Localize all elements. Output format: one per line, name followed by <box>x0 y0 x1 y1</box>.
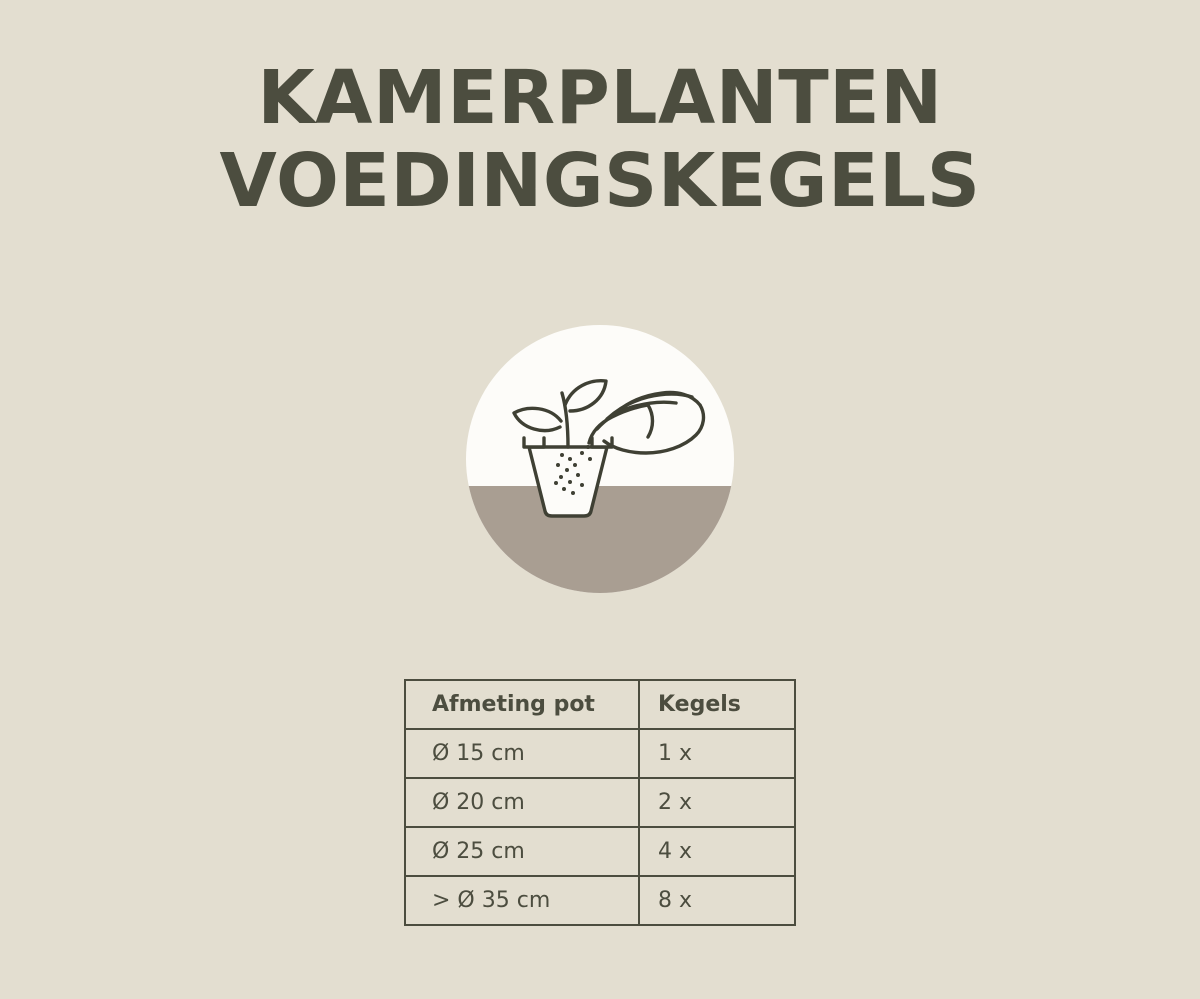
cell-cone-count: 8 x <box>639 876 795 925</box>
cell-cone-count: 4 x <box>639 827 795 876</box>
cell-cone-count: 2 x <box>639 778 795 827</box>
plant-hand-cone-icon <box>466 325 734 593</box>
column-header-pot-size: Afmeting pot <box>405 680 639 729</box>
cell-pot-size: Ø 25 cm <box>405 827 639 876</box>
cell-pot-size: > Ø 35 cm <box>405 876 639 925</box>
table-row <box>405 729 795 778</box>
page-title <box>0 55 1200 224</box>
cell-pot-size: Ø 20 cm <box>405 778 639 827</box>
title-line-1: KAMERPLANTEN <box>257 55 943 141</box>
table-header-row <box>405 680 795 729</box>
table-body <box>405 729 795 925</box>
illustration-circle <box>466 325 734 593</box>
cell-pot-size: Ø 15 cm <box>405 729 639 778</box>
table-row <box>405 827 795 876</box>
table-row <box>405 778 795 827</box>
column-header-cones: Kegels <box>639 680 795 729</box>
dosage-table <box>404 679 796 926</box>
illustration <box>466 325 734 593</box>
cell-cone-count: 1 x <box>639 729 795 778</box>
title-line-2: VOEDINGSKEGELS <box>219 137 981 224</box>
table-head <box>405 680 795 729</box>
dosage-table-wrapper <box>404 679 796 926</box>
table-row <box>405 876 795 925</box>
